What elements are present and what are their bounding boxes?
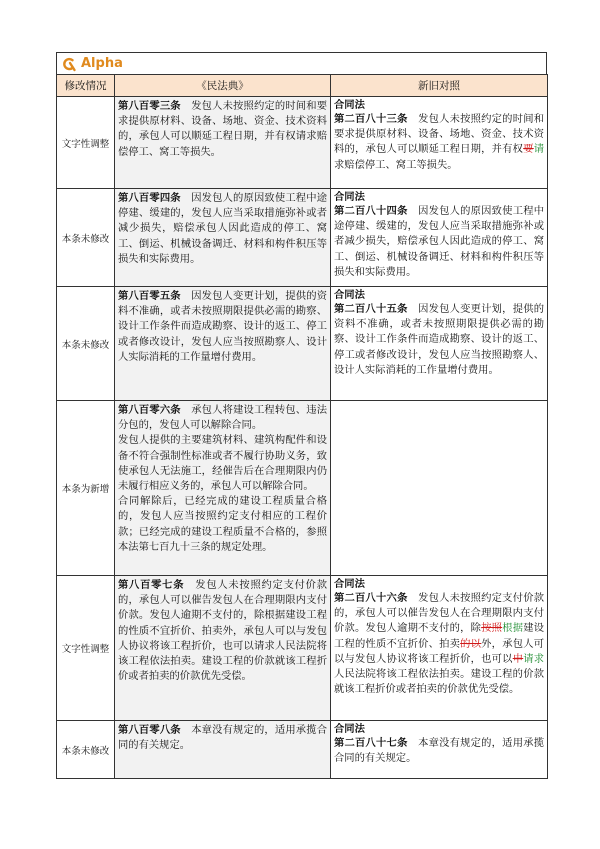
document-page <box>56 52 547 779</box>
table-row <box>57 401 548 576</box>
old-law-name: 合同法 <box>334 578 365 590</box>
article-text: 发包人未按照约定的时间和要求提供原材料、设备、场地、资金、技术资料的，承包人可以顺延工程日期，并有权请求赔偿停工、窝工等损失。 <box>118 100 328 158</box>
status-cell: 本条未修改 <box>57 721 115 779</box>
table-row <box>57 97 548 189</box>
old-article-number: 第二百八十五条 <box>334 303 408 315</box>
added-text: 根据 <box>502 622 524 635</box>
alpha-logo-icon <box>61 56 77 72</box>
article-number: 第八百零四条 <box>118 192 181 204</box>
comparison-table <box>56 74 548 779</box>
old-article-text: 发包人未按照约定的时间和要求提供原材料、设备、场地、资金、技术资料的，承包人可以顺延工程日期，并有权要请求赔偿停工、窝工等损失。 <box>334 113 545 171</box>
article-paragraph: 合同解除后，已经完成的建设工程质量合格的，发包人应当按照约定支付相应的工程价款；已经完成的建设工程质量不合格的，参照本法第七百九十三条的规定处理。 <box>118 495 327 553</box>
article-number: 第八百零七条 <box>118 579 185 591</box>
old-law-cell <box>331 189 548 287</box>
old-article-number: 第二百八十七条 <box>334 737 408 749</box>
status-cell: 文字性调整 <box>57 97 115 189</box>
table-header-row <box>57 75 548 97</box>
table-row <box>57 721 548 779</box>
header-civil-code: 《民法典》 <box>115 75 331 97</box>
civil-code-cell <box>115 189 331 287</box>
old-law-cell <box>331 287 548 401</box>
old-law-name: 合同法 <box>334 99 365 111</box>
old-article-number: 第二百八十六条 <box>334 592 408 604</box>
added-text: 请求 <box>523 652 545 665</box>
added-text: 请 <box>533 143 545 156</box>
old-article-text: 因发包人的原因致使工程中途停建、缓建的，发包人应当采取措施弥补或者减少损失，赔偿承包人因此造成的停工、窝工、倒运、机械设备调迁、材料和构件积压等损失和实际费用。 <box>334 205 545 278</box>
brand-name: Alpha <box>81 56 123 71</box>
article-number: 第八百零八条 <box>118 724 181 736</box>
old-law-name: 合同法 <box>334 191 365 203</box>
article-text: 因发包人的原因致使工程中途停建、缓建的，发包人应当采取措施弥补或者减少损失，赔偿承包人因此造成的停工、窝工、倒运、机械设备调迁、材料和构件积压等损失和实际费用。 <box>118 192 328 265</box>
old-law-name: 合同法 <box>334 289 365 301</box>
article-number: 第八百零三条 <box>118 100 181 112</box>
brand-bar <box>56 52 547 74</box>
article-text: 承包人将建设工程转包、违法分包的，发包人可以解除合同。 <box>118 404 328 432</box>
deleted-text: 申 <box>512 652 524 665</box>
old-article-text: 本章没有规定的，适用承揽合同的有关规定。 <box>334 737 545 765</box>
old-article-text: 因发包人变更计划，提供的资料不准确，或者未按照期限提供必需的勘察、设计工作条件而造成勘察、设计的返工、停工或者修改设计，发包人应当按照勘察人、设计人实际消耗的工作量增付费用。 <box>334 303 545 376</box>
article-paragraph: 发包人提供的主要建筑材料、建筑构配件和设备不符合强制性标准或者不履行协助义务，致使承包人无法施工，经催告后在合理期限内仍未履行相应义务的，承包人可以解除合同。 <box>118 434 327 493</box>
old-law-cell-empty <box>331 401 548 576</box>
deleted-text: 的以 <box>460 637 482 650</box>
table-row <box>57 287 548 401</box>
status-cell: 本条未修改 <box>57 189 115 287</box>
status-cell: 本条未修改 <box>57 287 115 401</box>
status-cell: 本条为新增 <box>57 401 115 576</box>
article-text: 因发包人变更计划，提供的资料不准确，或者未按照期限提供必需的勘察、设计工作条件而造成勘察、设计的返工、停工或者修改设计，发包人应当按照勘察人、设计人实际消耗的工作量增付费用。 <box>118 290 328 363</box>
civil-code-cell <box>115 401 331 576</box>
old-law-cell <box>331 97 548 189</box>
table-row <box>57 576 548 721</box>
civil-code-cell <box>115 287 331 401</box>
table-row <box>57 189 548 287</box>
old-article-text: 发包人未按照约定支付价款的，承包人可以催告发包人在合理期限内支付价款。发包人逾期不支付的，除按照根据建设工程的性质不宜折价、拍卖的以外，承包人可以与发包人协议将该工程折价，也可以申请求人民法院将该工程依法拍卖。建设工程的价款就该工程折价或者拍卖的价款优先受偿。 <box>334 592 545 696</box>
header-status: 修改情况 <box>57 75 115 97</box>
header-comparison: 新旧对照 <box>331 75 548 97</box>
old-law-cell <box>331 576 548 721</box>
civil-code-cell <box>115 721 331 779</box>
deleted-text: 按照 <box>481 622 503 635</box>
article-number: 第八百零五条 <box>118 290 181 302</box>
article-number: 第八百零六条 <box>118 404 181 416</box>
old-article-number: 第二百八十三条 <box>334 113 408 125</box>
article-text: 发包人未按照约定支付价款的，承包人可以催告发包人在合理期限内支付价款。发包人逾期不支付的，除根据建设工程的性质不宜折价、拍卖外，承包人可以与发包人协议将该工程折价，也可以请求人民法院将该工程依法拍卖。建设工程的价款就该工程折价或者拍卖的价款优先受偿。 <box>118 579 328 683</box>
old-article-number: 第二百八十四条 <box>334 205 408 217</box>
article-text: 本章没有规定的，适用承揽合同的有关规定。 <box>118 724 328 752</box>
status-cell: 文字性调整 <box>57 576 115 721</box>
old-law-name: 合同法 <box>334 723 365 735</box>
civil-code-cell <box>115 576 331 721</box>
deleted-text: 要 <box>523 143 534 156</box>
old-law-cell <box>331 721 548 779</box>
civil-code-cell <box>115 97 331 189</box>
